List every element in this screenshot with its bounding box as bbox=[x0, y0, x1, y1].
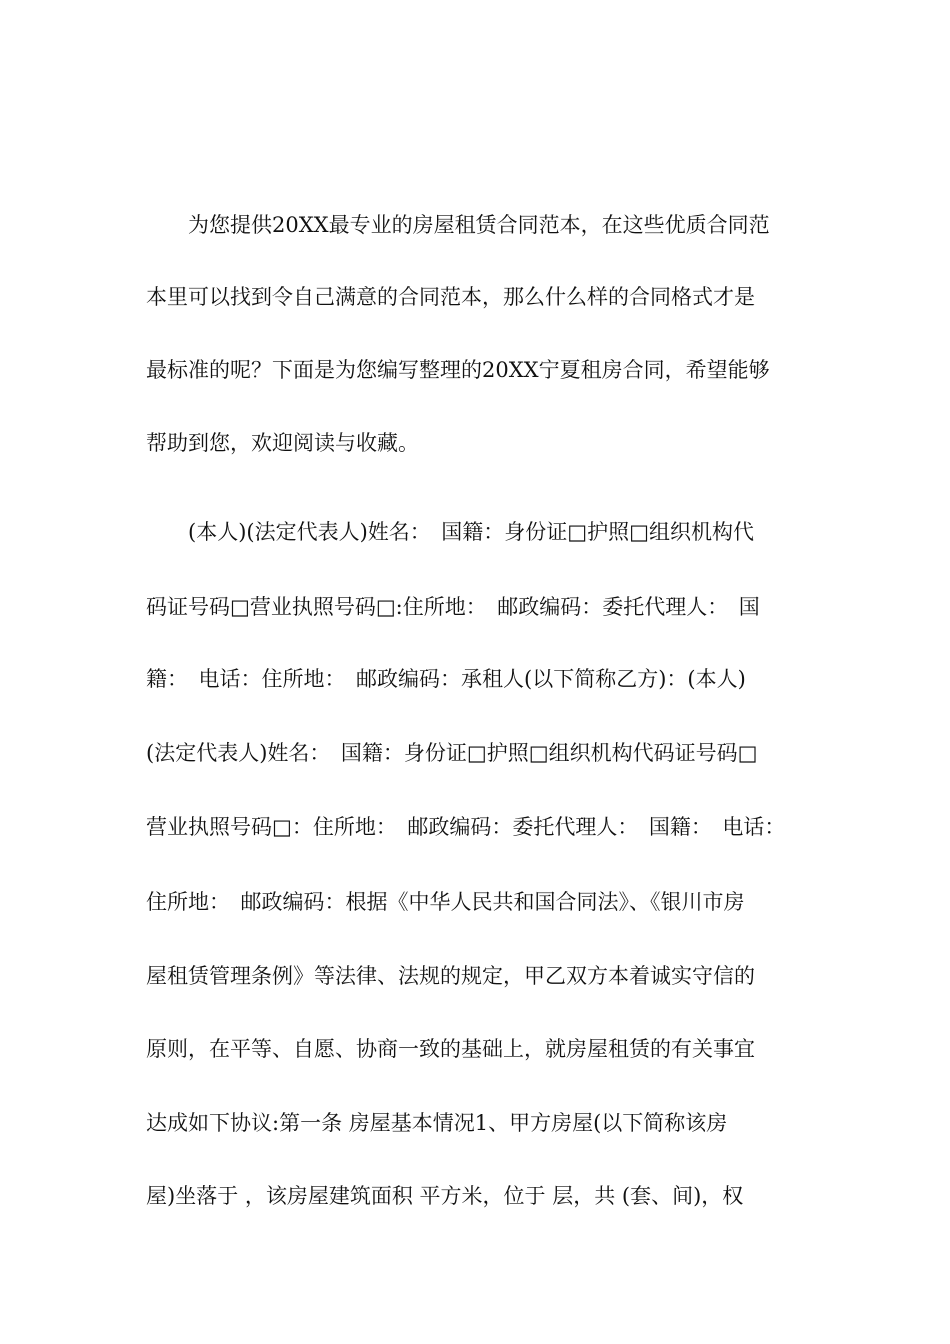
text-line: 籍： 电话：住所地： 邮政编码：承租人(以下简称乙方)：(本人) bbox=[146, 667, 746, 691]
text-line: 屋)坐落于 ，该房屋建筑面积 平方米，位于 层，共 (套、间)，权 bbox=[146, 1184, 744, 1208]
text-line: (本人)(法定代表人)姓名： 国籍：身份证□护照□组织机构代 bbox=[146, 520, 754, 544]
text-line: (法定代表人)姓名： 国籍：身份证□护照□组织机构代码证号码□ bbox=[146, 741, 758, 765]
text-line: 屋租赁管理条例》等法律、法规的规定，甲乙双方本着诚实守信的 bbox=[146, 964, 755, 988]
text-line: 原则，在平等、自愿、协商一致的基础上，就房屋租赁的有关事宜 bbox=[146, 1037, 755, 1061]
document-body bbox=[146, 205, 836, 1249]
text-line: 为您提供20XX最专业的房屋租赁合同范本，在这些优质合同范 bbox=[146, 213, 770, 237]
text-line: 码证号码□营业执照号码□:住所地： 邮政编码：委托代理人： 国 bbox=[146, 595, 760, 619]
text-line: 营业执照号码□：住所地： 邮政编码：委托代理人： 国籍： 电话： bbox=[146, 815, 786, 839]
text-line: 最标准的呢？下面是为您编写整理的20XX宁夏租房合同，希望能够 bbox=[146, 358, 770, 382]
text-line: 住所地： 邮政编码：根据《中华人民共和国合同法》、《银川市房 bbox=[146, 890, 745, 914]
text-line: 本里可以找到令自己满意的合同范本，那么什么样的合同格式才是 bbox=[146, 285, 755, 309]
text-line: 达成如下协议:第一条 房屋基本情况1、甲方房屋(以下简称该房 bbox=[146, 1111, 728, 1135]
text-line: 帮助到您，欢迎阅读与收藏。 bbox=[146, 431, 419, 455]
